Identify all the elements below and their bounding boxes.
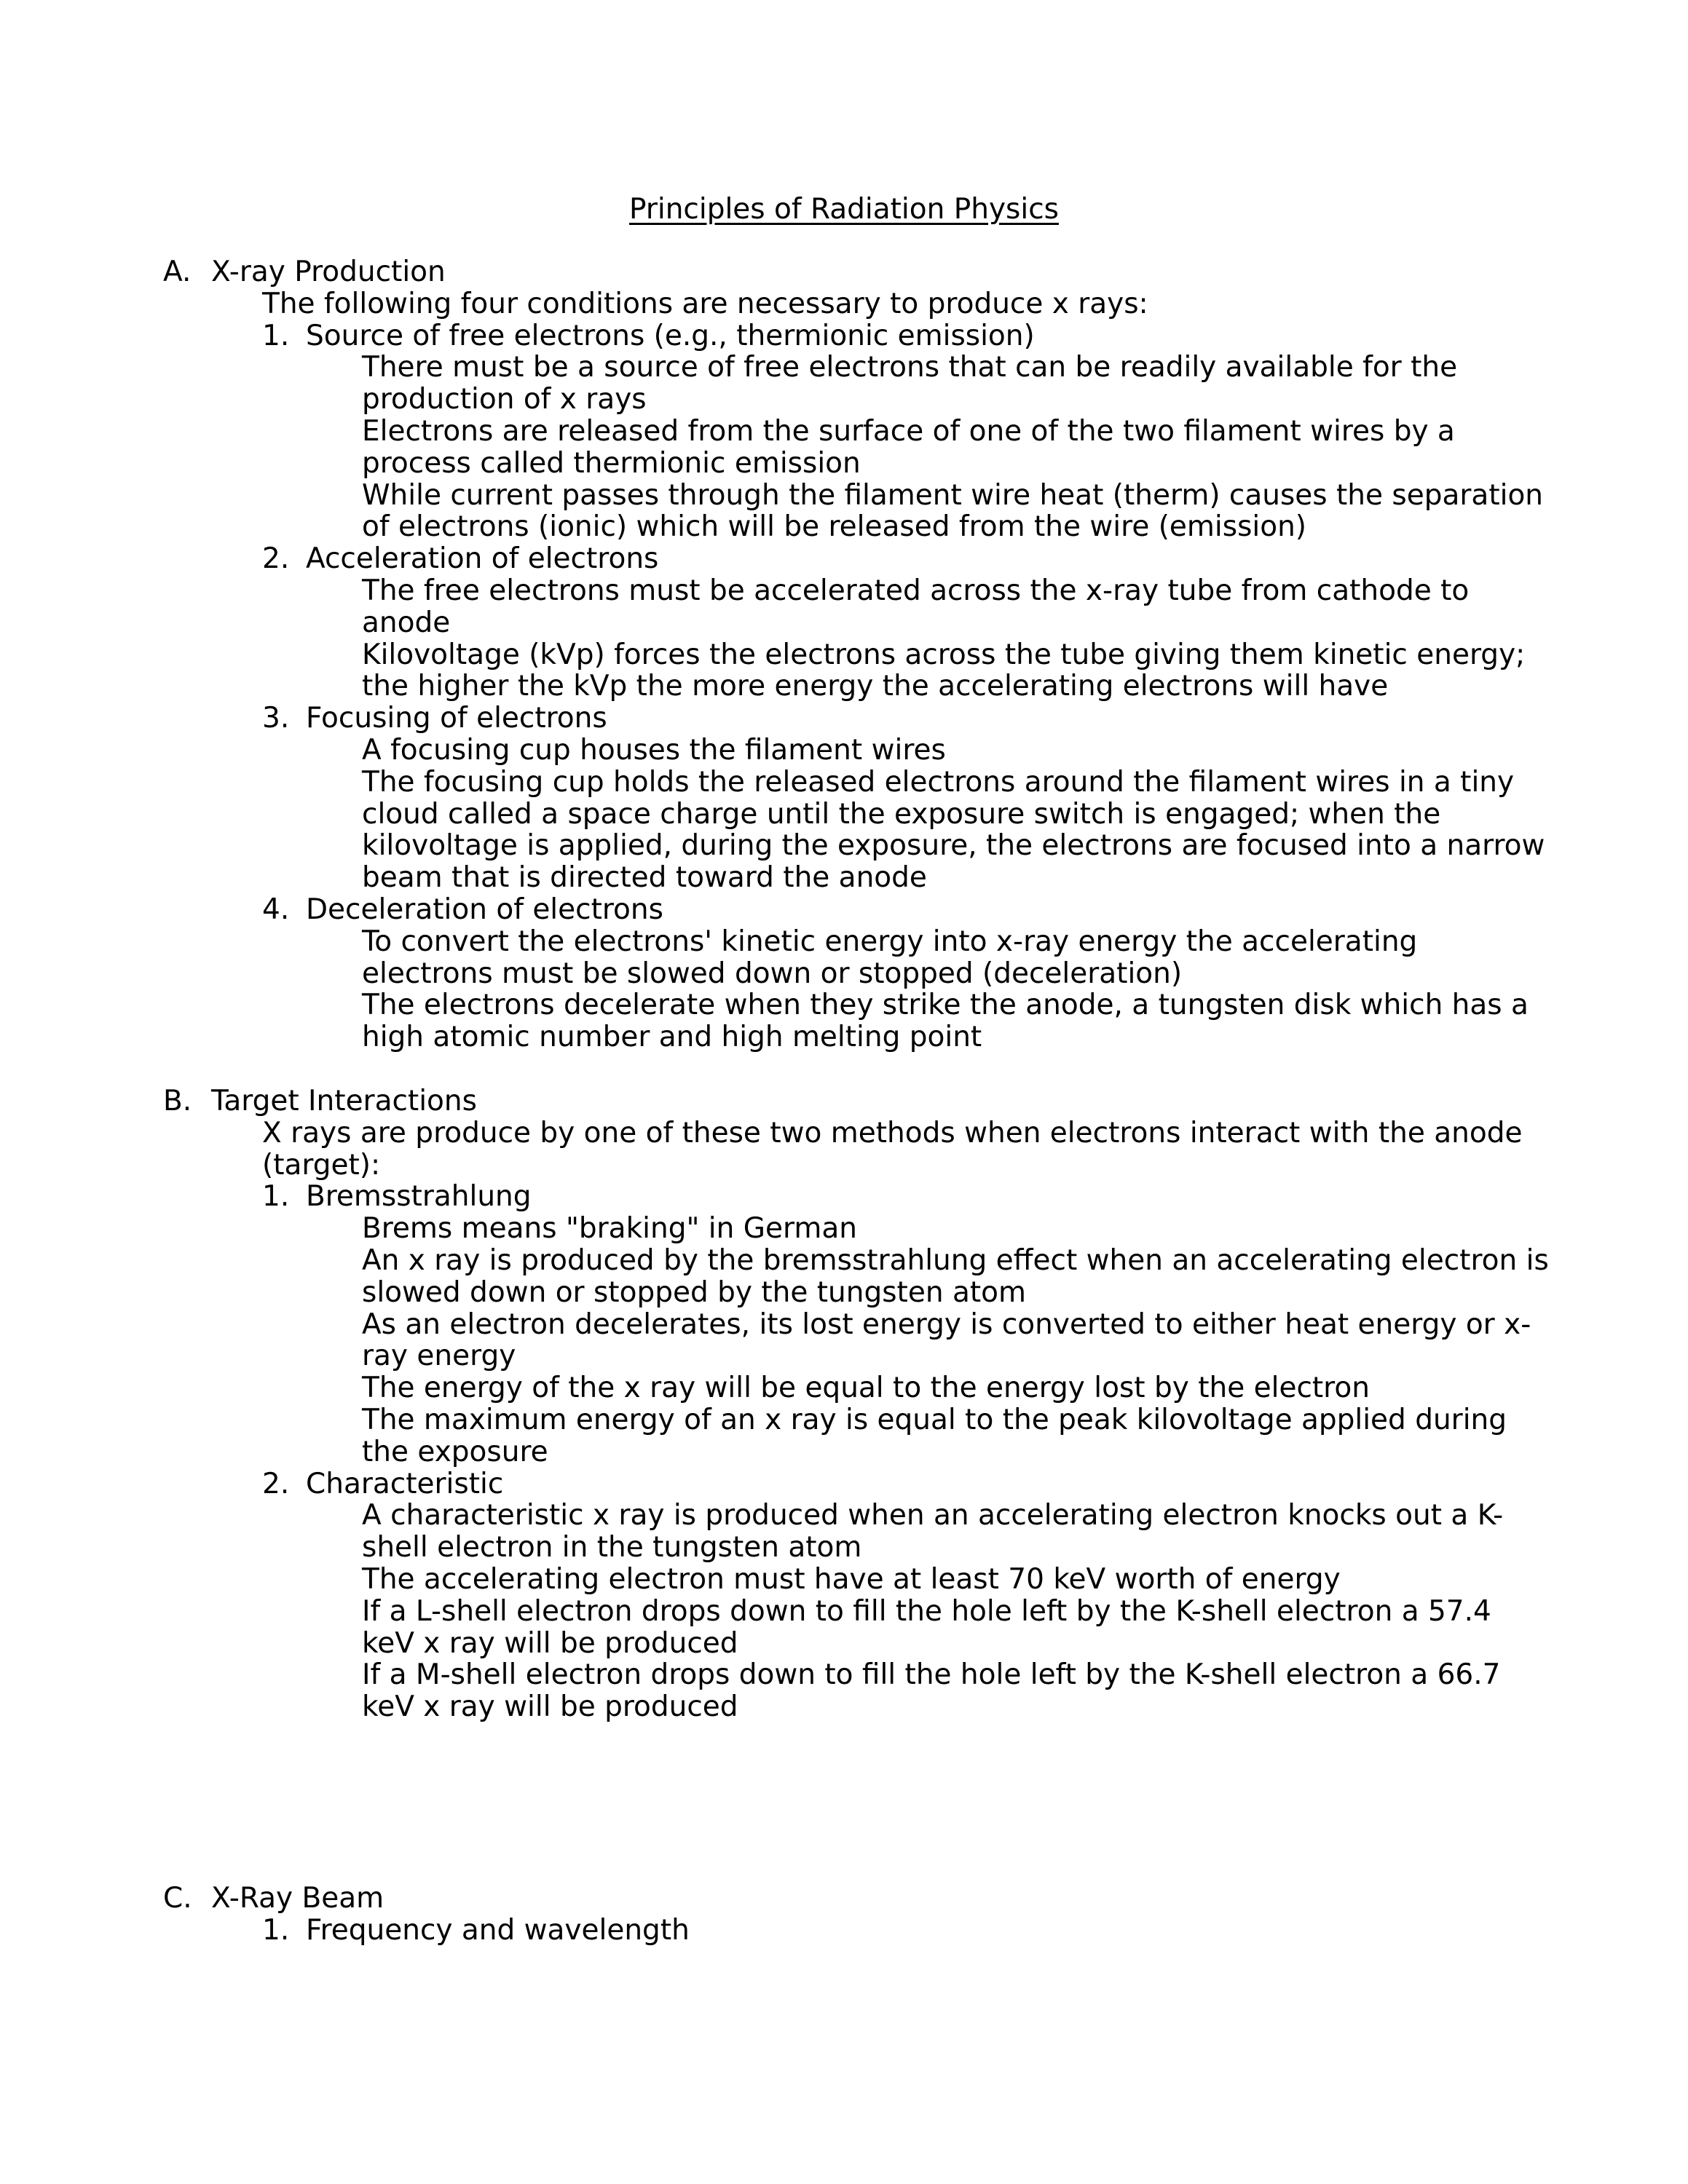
list-item-text-line: The focusing cup holds the released electrons around the filament wires in a tiny [362, 765, 1515, 799]
list-item-heading: Frequency and wavelength [306, 1913, 690, 1947]
section-heading: X-Ray Beam [211, 1882, 384, 1915]
list-item-number: 4. [262, 893, 290, 926]
list-item-text-line: keV x ray will be produced [362, 1626, 738, 1660]
list-item-text-line: An x ray is produced by the bremsstrahlung effect when an accelerating electron is [362, 1244, 1549, 1277]
list-item-text-line: Electrons are released from the surface of one of the two filament wires by a [362, 415, 1455, 448]
list-item-number: 3. [262, 702, 290, 735]
list-item-number: 1. [262, 1180, 290, 1214]
list-item-text-line: cloud called a space charge until the exposure switch is engaged; when the [362, 797, 1441, 831]
list-item-text-line: process called thermionic emission [362, 446, 861, 480]
page-title: Principles of Radiation Physics [629, 193, 1059, 226]
list-item-heading: Source of free electrons (e.g., thermionic emission) [306, 319, 1035, 352]
list-item-heading: Bremsstrahlung [306, 1180, 532, 1214]
list-item-text-line: the exposure [362, 1435, 548, 1468]
list-item-text-line: slowed down or stopped by the tungsten atom [362, 1275, 1026, 1309]
list-item-number: 2. [262, 542, 290, 576]
list-item-text-line: anode [362, 606, 451, 639]
section-intro-line: (target): [262, 1148, 381, 1182]
list-item-text-line: of electrons (ionic) which will be released from the wire (emission) [362, 510, 1307, 544]
section-letter: A. [163, 256, 192, 288]
list-item-text-line: While current passes through the filament wire heat (therm) causes the separation [362, 478, 1544, 512]
section-heading: X-ray Production [211, 256, 446, 288]
list-item-text-line: ray energy [362, 1340, 516, 1373]
list-item-text-line: production of x rays [362, 383, 647, 416]
list-item-text-line: The accelerating electron must have at least 70 keV worth of energy [362, 1563, 1341, 1596]
section-letter: B. [163, 1085, 192, 1117]
list-item-heading: Characteristic [306, 1467, 504, 1500]
list-item-text-line: electrons must be slowed down or stopped (deceleration) [362, 957, 1183, 990]
list-item-text-line: Brems means "braking" in German [362, 1212, 857, 1246]
list-item-heading: Acceleration of electrons [306, 542, 659, 576]
list-item-text-line: To convert the electrons' kinetic energy into x-ray energy the accelerating [362, 925, 1418, 958]
list-item-text-line: There must be a source of free electrons that can be readily available for the [362, 351, 1458, 384]
list-item-text-line: A focusing cup houses the filament wires [362, 734, 946, 767]
list-item-text-line: As an electron decelerates, its lost energy is converted to either heat energy or x- [362, 1307, 1531, 1341]
list-item-text-line: high atomic number and high melting point [362, 1021, 982, 1054]
list-item-heading: Focusing of electrons [306, 702, 607, 735]
list-item-number: 1. [262, 1913, 290, 1947]
list-item-text-line: The electrons decelerate when they strike the anode, a tungsten disk which has a [362, 989, 1529, 1022]
section-intro-line: The following four conditions are necessary to produce x rays: [262, 287, 1148, 320]
list-item-text-line: beam that is directed toward the anode [362, 861, 927, 895]
list-item-text-line: kilovoltage is applied, during the exposure, the electrons are focused into a narrow [362, 829, 1545, 863]
list-item-text-line: A characteristic x ray is produced when an accelerating electron knocks out a K- [362, 1499, 1504, 1532]
list-item-text-line: Kilovoltage (kVp) forces the electrons across the tube giving them kinetic energy; [362, 638, 1526, 671]
section-letter: C. [163, 1882, 192, 1915]
list-item-text-line: keV x ray will be produced [362, 1690, 738, 1724]
list-item-text-line: The free electrons must be accelerated across the x-ray tube from cathode to [362, 574, 1470, 607]
list-item-text-line: The energy of the x ray will be equal to the energy lost by the electron [362, 1372, 1370, 1405]
list-item-text-line: If a M-shell electron drops down to fill the hole left by the K-shell electron a 66.7 [362, 1658, 1501, 1692]
list-item-text-line: The maximum energy of an x ray is equal to the peak kilovoltage applied during [362, 1404, 1507, 1436]
list-item-number: 1. [262, 319, 290, 352]
list-item-text-line: If a L-shell electron drops down to fill the hole left by the K-shell electron a 57.4 [362, 1594, 1491, 1628]
list-item-text-line: shell electron in the tungsten atom [362, 1531, 862, 1564]
section-heading: Target Interactions [211, 1085, 477, 1117]
list-item-number: 2. [262, 1467, 290, 1500]
list-item-heading: Deceleration of electrons [306, 893, 663, 926]
section-intro-line: X rays are produce by one of these two methods when electrons interact with the anode [262, 1116, 1523, 1150]
list-item-text-line: the higher the kVp the more energy the accelerating electrons will have [362, 670, 1389, 703]
